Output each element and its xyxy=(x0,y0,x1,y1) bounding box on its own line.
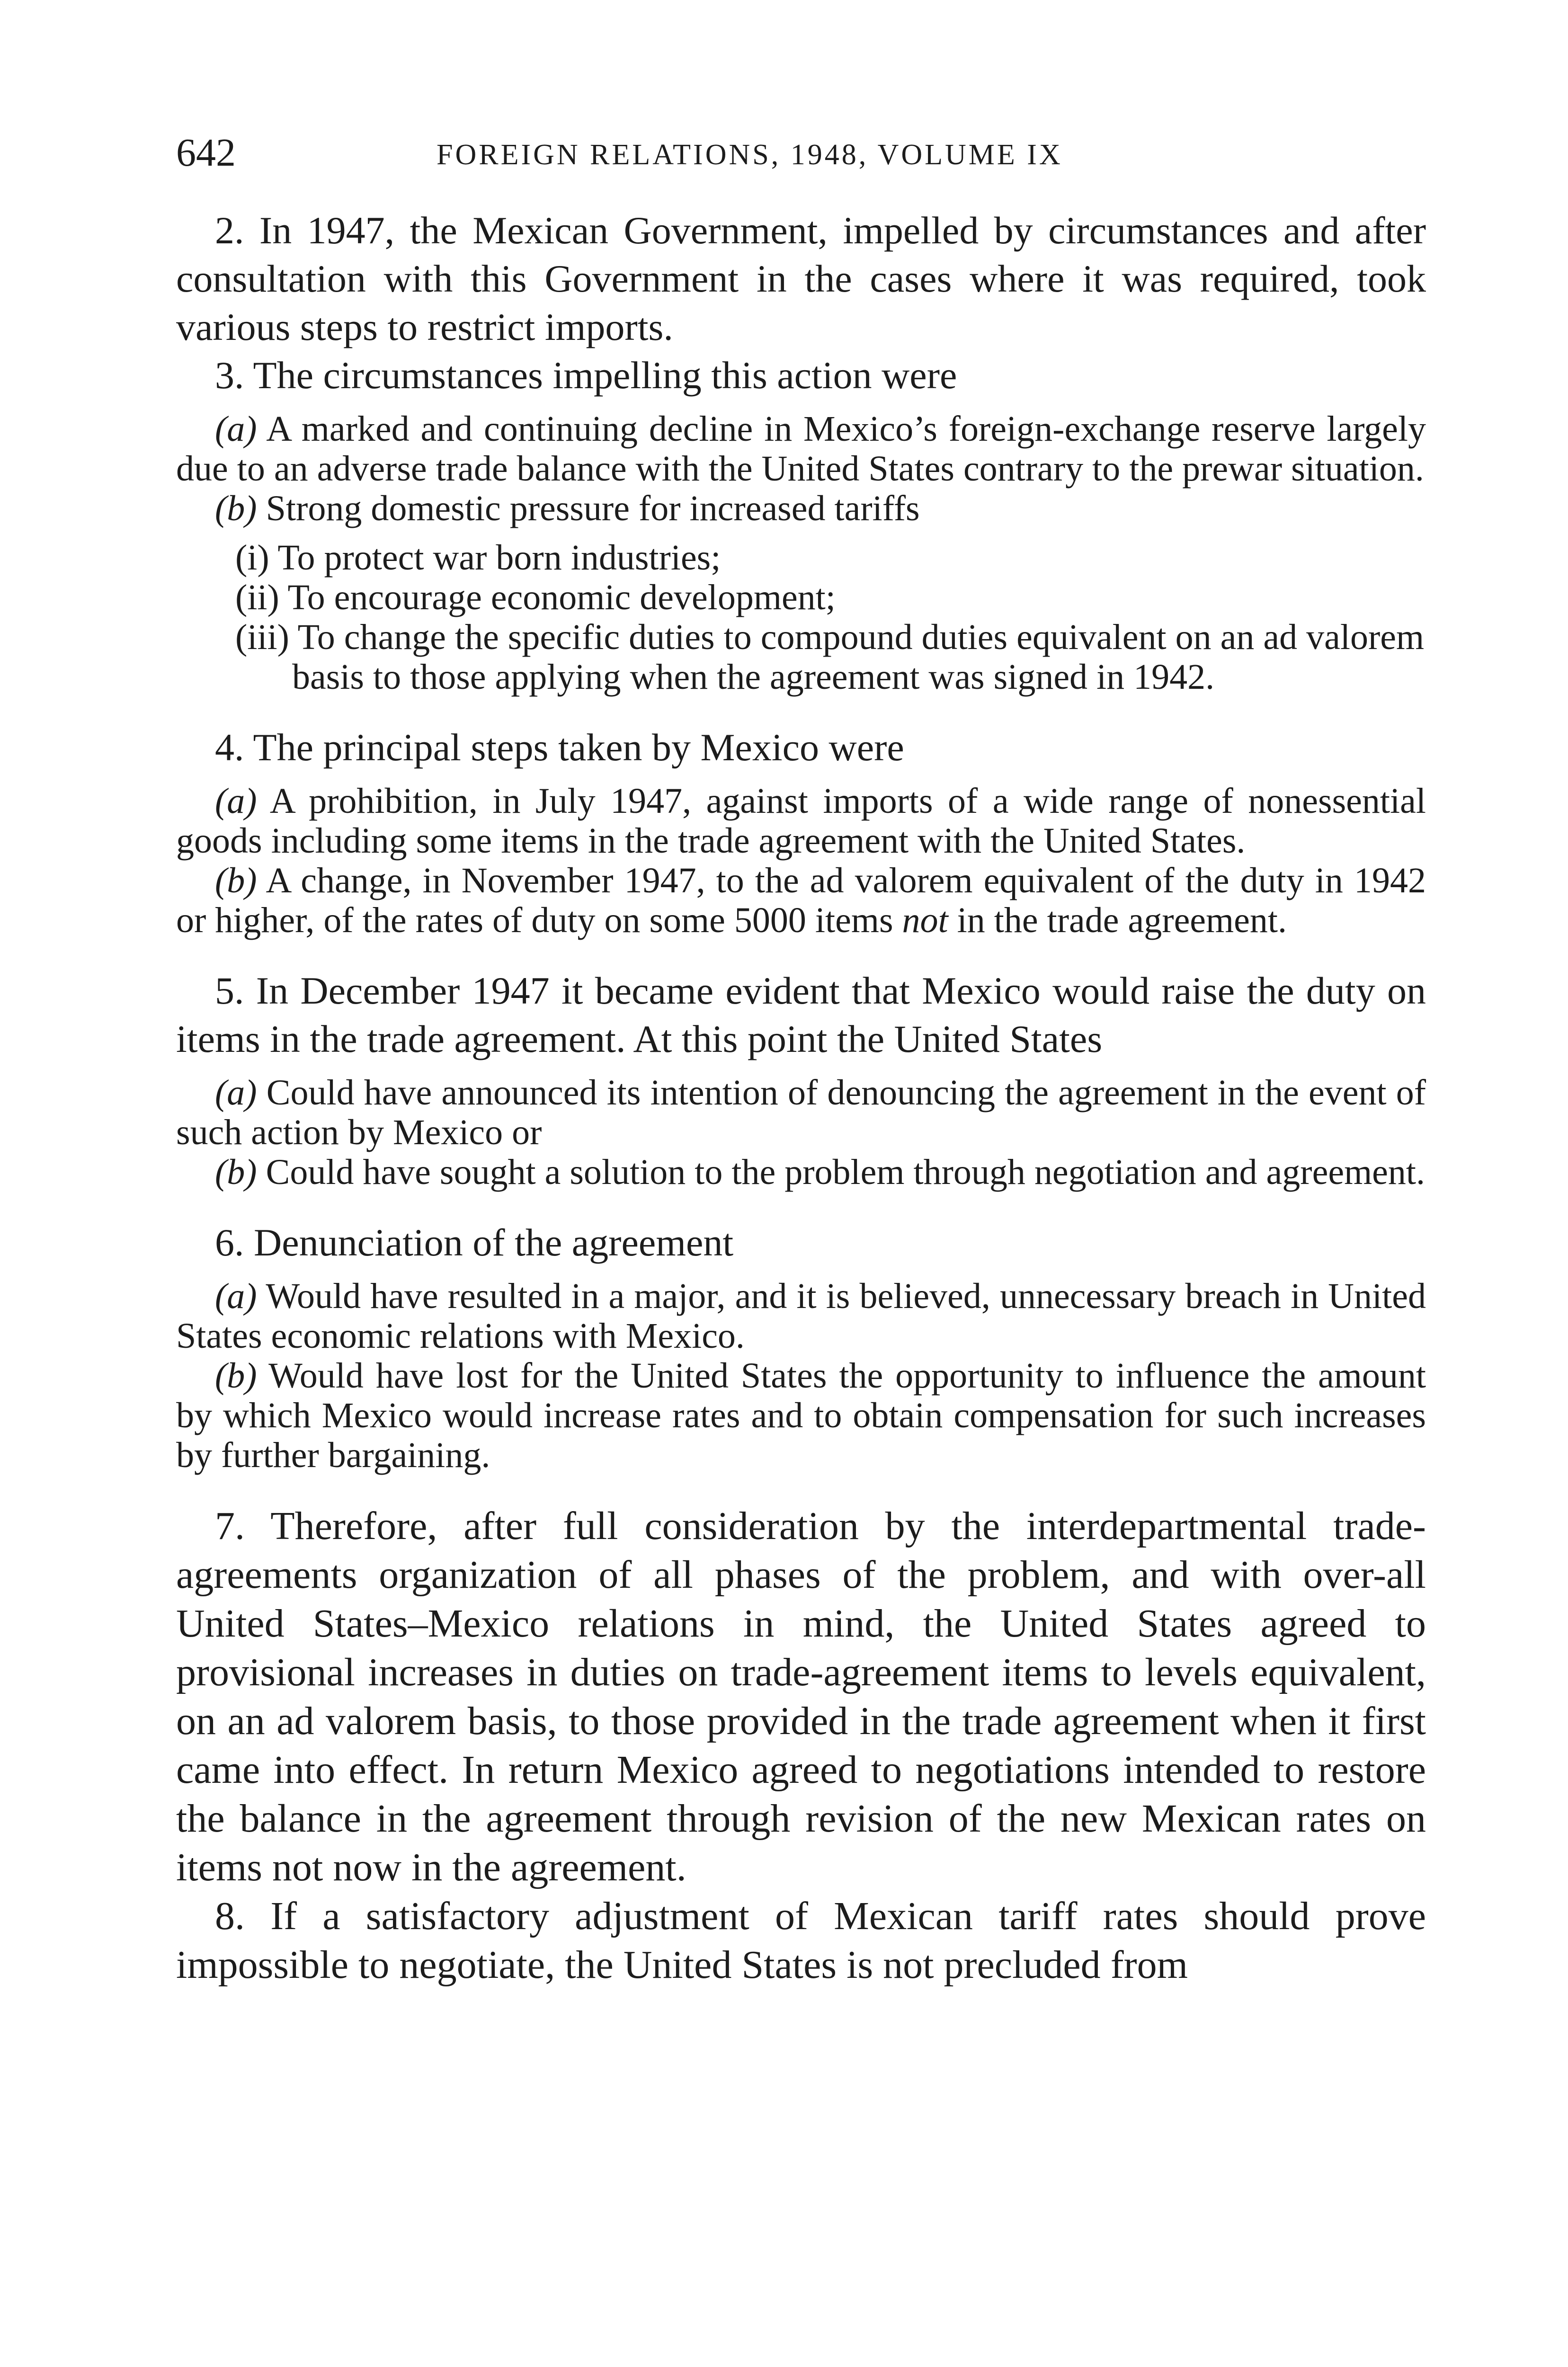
item-label: (b) xyxy=(215,861,257,900)
paragraph-6b-text: Would have lost for the United States the opportunity to influence the amount by which Mexico would increase rates and to obtain compensation for such increases by further bargaining. xyxy=(176,1356,1426,1475)
item-label: (b) xyxy=(215,1152,257,1192)
paragraph-7: 7. Therefore, after full consideration by the interdepartmental trade-agreements organization of all phases of the problem, and with over-all United States–Mexico relations in mind, the United States agreed to provisional increases in duties on trade-agreement items to levels equivalent, on an ad valorem basis, to those provided in the trade agreement when it first came into effect. In return Mexico agreed to negotiations intended to restore the balance in the agreement through revision of the new Mexican rates on items not now in the agreement. xyxy=(176,1504,1426,1889)
paragraph-3b-text: Strong domestic pressure for increased tariffs xyxy=(266,489,920,528)
item-label: (b) xyxy=(215,489,257,528)
paragraph-5a-text: Could have announced its intention of denouncing the agreement in the event of such action by Mexico or xyxy=(176,1073,1426,1152)
sub-item-i: (i) To protect war born industries; xyxy=(235,538,721,578)
item-label: (a) xyxy=(215,1276,257,1316)
running-head: FOREIGN RELATIONS, 1948, VOLUME IX xyxy=(437,139,1063,171)
item-label: (a) xyxy=(215,1073,257,1112)
paragraph-4: 4. The principal steps taken by Mexico were xyxy=(215,726,904,769)
paragraph-4a xyxy=(176,781,1426,861)
paragraph-4b-text: A change, in November 1947, to the ad valorem equivalent of the duty in 1942 or higher, of the rates of duty on some 5000 items xyxy=(176,861,1426,940)
paragraph-4b xyxy=(176,861,1426,940)
paragraph-6b xyxy=(176,1356,1426,1475)
page-number: 642 xyxy=(176,131,236,175)
paragraph-3b xyxy=(176,489,1426,528)
paragraph-5b xyxy=(176,1152,1426,1192)
paragraph-3a xyxy=(176,409,1426,489)
paragraph-5a xyxy=(176,1073,1426,1152)
paragraph-6a-text: Would have resulted in a major, and it is believed, unnecessary breach in United States economic relations with Mexico. xyxy=(176,1276,1426,1356)
sub-item-iii: (iii) To change the specific duties to compound duties equivalent on an ad valorem basis to those applying when the agreement was signed in 1942. xyxy=(235,617,1425,697)
paragraph-6a xyxy=(176,1276,1426,1356)
sub-item-ii: (ii) To encourage economic development; xyxy=(235,578,836,617)
paragraph-4b-text-end: in the trade agreement. xyxy=(957,900,1287,940)
paragraph-3a-text: A marked and continuing decline in Mexico’s foreign-exchange reserve largely due to an adverse trade balance with the United States contrary to the prewar situation. xyxy=(176,409,1426,489)
emphasis-not: not xyxy=(902,900,948,940)
page-header xyxy=(176,127,1426,179)
paragraph-5b-text: Could have sought a solution to the problem through negotiation and agreement. xyxy=(266,1152,1425,1192)
paragraph-2: 2. In 1947, the Mexican Government, impelled by circumstances and after consultation with this Government in the cases where it was required, took various steps to restrict imports. xyxy=(176,209,1426,348)
paragraph-6: 6. Denunciation of the agreement xyxy=(215,1221,734,1264)
paragraph-4a-text: A prohibition, in July 1947, against imports of a wide range of nonessential goods including some items in the trade agreement with the United States. xyxy=(176,781,1426,861)
document-page xyxy=(176,127,1426,1989)
paragraph-5: 5. In December 1947 it became evident that Mexico would raise the duty on items in the trade agreement. At this point the United States xyxy=(176,969,1426,1060)
item-label: (a) xyxy=(215,409,257,449)
item-label: (b) xyxy=(215,1356,257,1396)
item-label: (a) xyxy=(215,781,257,821)
paragraph-3: 3. The circumstances impelling this action were xyxy=(215,354,957,397)
paragraph-8: 8. If a satisfactory adjustment of Mexican tariff rates should prove impossible to negotiate, the United States is not precluded from xyxy=(176,1894,1426,1987)
